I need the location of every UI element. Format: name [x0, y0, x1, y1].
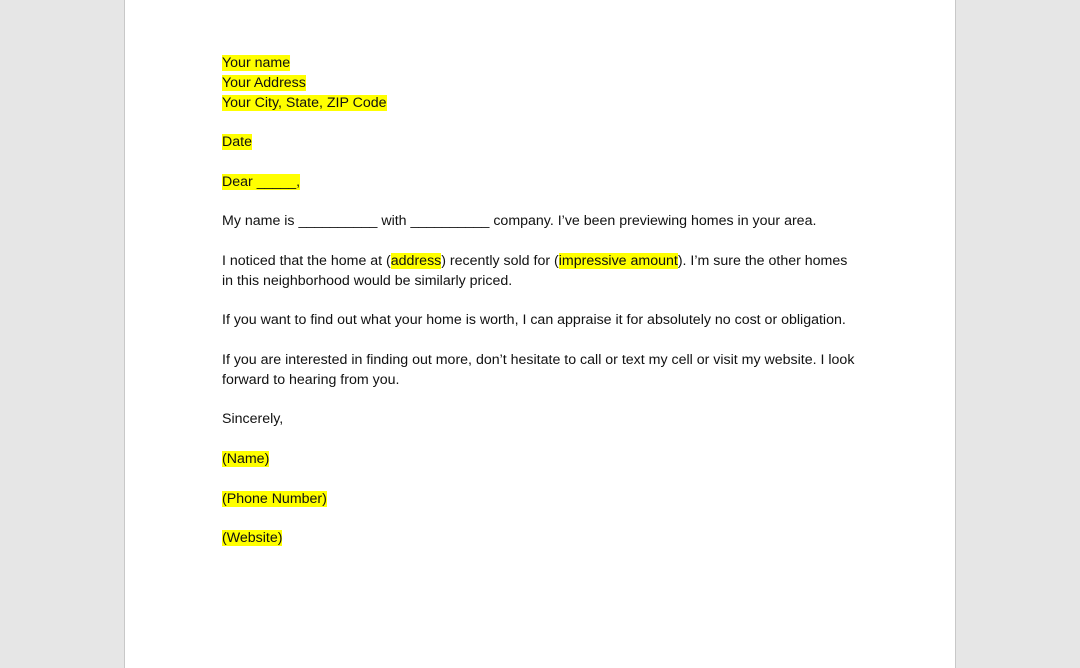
address-placeholder: address: [390, 252, 442, 269]
signature-website-line: [222, 529, 862, 549]
sold-paragraph: [222, 252, 862, 292]
salutation-suffix: ,: [296, 173, 301, 190]
sold-text-2: ) recently sold for (: [441, 252, 559, 269]
contact-paragraph: If you are interested in finding out more, don’t hesitate to call or text my cell or visit my website. I look forward to hearing from you.: [222, 351, 855, 388]
sender-city-line: Your City, State, ZIP Code: [222, 94, 387, 111]
sender-block: [222, 54, 862, 113]
appraise-paragraph: If you want to find out what your home is worth, I can appraise it for absolutely no cost or obligation.: [222, 312, 846, 329]
signature-phone-line: [222, 490, 862, 510]
salutation-prefix: Dear: [222, 173, 257, 190]
letter-date: Date: [222, 134, 252, 151]
sender-name: Your name: [222, 55, 291, 71]
salutation-blank: _____: [256, 173, 297, 190]
date-block: [222, 133, 862, 153]
signature-name: (Name): [222, 450, 270, 467]
sold-text-3: ). I’m sure the other homes in this neighborhood would be similarly priced.: [222, 252, 848, 289]
intro-paragraph: My name is __________ with __________ company. I’ve been previewing homes in your area.: [222, 213, 817, 230]
salutation: [222, 173, 862, 193]
amount-placeholder: impressive amount: [558, 252, 678, 269]
sender-address: Your Address: [222, 74, 306, 91]
signature-name-line: [222, 450, 862, 470]
letter-body: [222, 54, 862, 569]
closing: Sincerely,: [222, 411, 284, 428]
document-page: [124, 0, 956, 668]
sold-text-1: I noticed that the home at (: [222, 252, 391, 269]
signature-phone: (Phone Number): [222, 490, 327, 507]
signature-website: (Website): [222, 530, 283, 547]
